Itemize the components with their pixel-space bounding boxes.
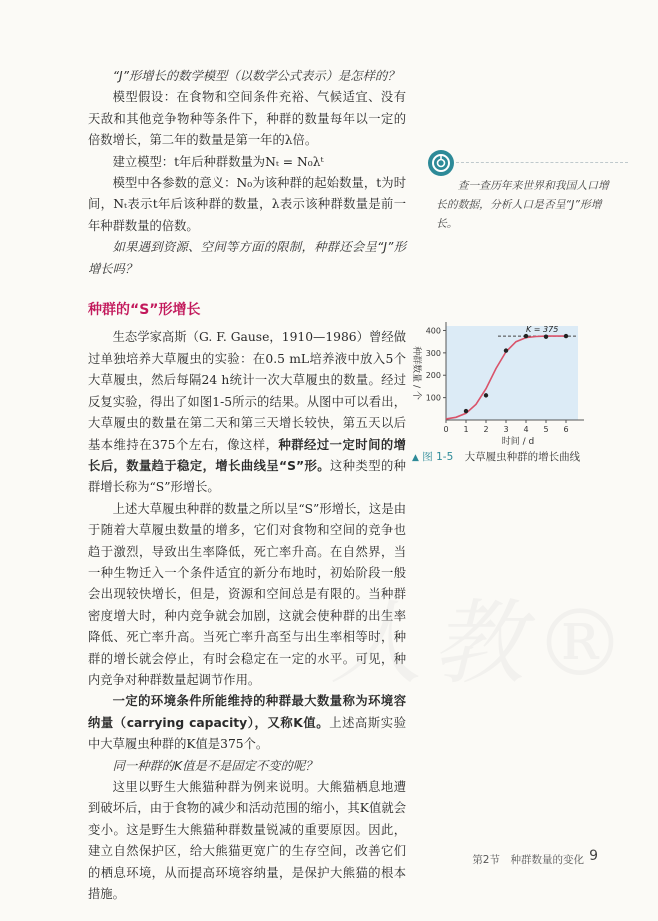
data-point	[524, 334, 528, 338]
tip-divider	[456, 162, 628, 163]
y-axis-label: 种群数量 / 个	[411, 346, 421, 400]
s-growth-explanation: 上述大草履虫种群的数量之所以呈“S”形增长，这是由于随着大草履虫数量的增多，它们对食物和空间的竞争也趋于激烈，导致出生率降低，死亡率升高。在自然界，当一种生物迁入一个条件适宜的新分布地时，初始阶段一般会出现较快增长，但是，资源和空间总是有限的。当种群密度增大时，种内竞争就会加剧，这就会使种群的出生率降低、死亡率升高。当死亡率升高至与出生率相等时，种群的增长就会停止，有时会稳定在一定的水平。可见，种内竞争对种群数量起调节作用。	[88, 501, 406, 687]
data-point	[464, 409, 468, 413]
panda-example: 这里以野生大熊猫种群为例来说明。大熊猫栖息地遭到破坏后，由于食物的减少和活动范围的缩小，其K值就会变小。这是野生大熊猫种群数量锐减的重要原因。因此，建立自然保护区，给大熊猫更宽广的生存空间，改善它们的栖息环境，从而提高环境容纳量，是保护大熊猫的根本措施。	[88, 780, 406, 902]
x-tick-label: 6	[563, 425, 569, 434]
data-point	[504, 348, 508, 352]
carrying-capacity: 一定的环境条件所能维持的种群最大数量称为环境容纳量（carrying capacity），又称K值。上述高斯实验中大草履虫种群的K值是375个。	[88, 694, 406, 752]
x-tick-label: 5	[543, 425, 549, 434]
carrying-capacity-definition: 一定的环境条件所能维持的种群最大数量称为环境容纳量（carrying capacity），又称K值。	[88, 694, 406, 730]
data-point	[544, 335, 548, 339]
plot-area	[446, 326, 578, 420]
model-parameters: 模型中各参数的意义：N₀为该种群的起始数量，t为时间，Nₜ表示t年后该种群的数量，λ表示该种群数量是前一年种群数量的倍数。	[88, 176, 406, 233]
y-tick-label: 400	[425, 326, 441, 336]
main-text-column	[88, 66, 406, 905]
question-k-value: 同一种群的K值是不是固定不变的呢？	[112, 758, 318, 773]
question-limits: 如果遇到资源、空间等方面的限制，种群还会呈“J”形增长吗？	[88, 240, 406, 276]
x-axis-label: 时间 / d	[501, 437, 535, 447]
s-growth-definition: 种群经过一定时间的增长后，数量趋于稳定，增长曲线呈“S”形。	[88, 437, 406, 473]
model-assumption: 模型假设：在食物和空间条件充裕、气候适宜、没有天敌和其他竞争物种等条件下，种群的数量每年以一定的倍数增长，第二年的数量是第一年的λ倍。	[88, 90, 406, 148]
page-number: 9	[589, 848, 598, 864]
model-formula: 建立模型：t年后种群数量为Nₜ = N₀λᵗ	[112, 154, 324, 169]
y-tick-label: 100	[425, 393, 441, 403]
x-tick-label: 3	[503, 425, 509, 434]
x-tick-label: 1	[463, 425, 469, 434]
figure-title: 大草履虫种群的增长曲线	[464, 451, 581, 463]
footer-section-title: 第2节 种群数量的变化	[472, 854, 584, 866]
figure-caption	[412, 449, 580, 464]
research-tip-icon	[428, 150, 454, 176]
caption-triangle-icon: ▲	[412, 453, 419, 463]
question-j-model: “J”形增长的数学模型（以数学公式表示）是怎样的？	[112, 69, 400, 83]
data-point	[484, 393, 488, 397]
k-label: K = 375	[526, 325, 559, 335]
data-point	[564, 334, 568, 338]
research-tip-text: 查一查历年来世界和我国人口增长的数据，分析人口是否呈“J”形增长。	[436, 179, 609, 230]
x-tick-label: 0	[443, 425, 449, 434]
paramecium-growth-chart	[404, 318, 604, 450]
y-tick-label: 300	[425, 348, 441, 358]
y-tick-label: 200	[425, 371, 441, 381]
x-tick-label: 2	[483, 425, 489, 434]
figure-label: 图 1-5	[422, 451, 454, 463]
gause-experiment: 生态学家高斯（G. F. Gause，1910—1986）曾经做过单独培养大草履虫的实验：在0.5 mL培养液中放入5个大草履虫，然后每隔24 h统计一次大草履虫的数量。经过反复实验，得出了如图1-5所示的结果。从图中可以看出，大草履虫的数量在第二天和第三天增长较快，第五天以后基本维持在375个左右，像这样，种群经过一定时间的增长后，数量趋于稳定，增长曲线呈“S”形。这种类型的种群增长称为“S”形增长。	[88, 330, 406, 495]
x-tick-label: 4	[523, 425, 529, 434]
section-heading-s-growth: 种群的“S”形增长	[88, 302, 201, 319]
publisher-watermark: 人教®	[330, 590, 637, 697]
